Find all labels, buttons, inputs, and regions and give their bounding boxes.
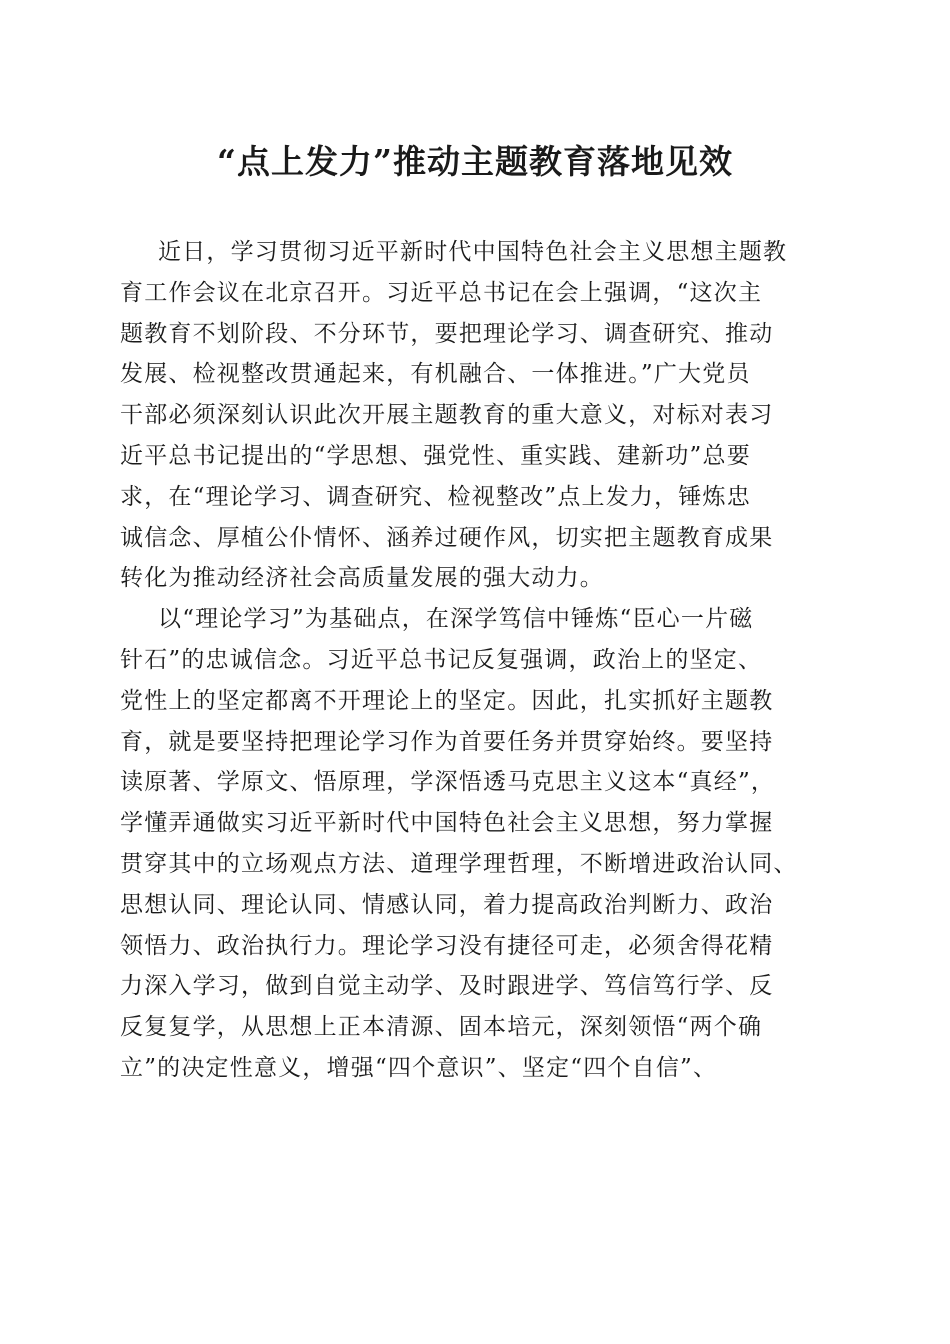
text-line: 以“理论学习”为基础点，在深学笃信中锤炼“臣心一片磁	[158, 606, 754, 633]
text-line: 领悟力、政治执行力。理论学习没有捷径可走，必须舍得花精	[120, 932, 774, 959]
text-line: 育工作会议在北京召开。习近平总书记在会上强调，“这次主	[120, 279, 763, 306]
text-line: 求，在“理论学习、调查研究、检视整改”点上发力，锤炼忠	[120, 483, 751, 510]
text-line: 干部必须深刻认识此次开展主题教育的重大意义，对标对表习	[120, 402, 774, 429]
text-line: 近平总书记提出的“学思想、强党性、重实践、建新功”总要	[120, 442, 751, 469]
text-line: 学懂弄通做实习近平新时代中国特色社会主义思想，努力掌握	[120, 810, 774, 837]
text-line: 力深入学习，做到自觉主动学、及时跟进学、笃信笃行学、反	[120, 973, 774, 1000]
text-line: 近日，学习贯彻习近平新时代中国特色社会主义思想主题教	[158, 239, 788, 265]
text-line: 思想认同、理论认同、情感认同，着力提高政治判断力、政治	[120, 891, 774, 918]
text-line: 发展、检视整改贯通起来，有机融合、一体推进。”广大党员	[120, 361, 751, 388]
text-line: 题教育不划阶段、不分环节，要把理论学习、调查研究、推动	[120, 320, 774, 347]
document-body	[120, 232, 860, 1089]
text-line: 读原著、学原文、悟原理，学深悟透马克思主义这本“真经”，	[120, 769, 776, 796]
text-line: 针石”的忠诚信念。习近平总书记反复强调，政治上的坚定、	[120, 646, 763, 673]
document-title: “点上发力”推动主题教育落地见效	[217, 142, 733, 181]
paragraph-1	[120, 232, 860, 599]
text-line: 转化为推动经济社会高质量发展的强大动力。	[120, 565, 604, 592]
text-line: 立”的决定性意义，增强“四个意识”、坚定“四个自信”、	[120, 1054, 718, 1081]
text-line: 党性上的坚定都离不开理论上的坚定。因此，扎实抓好主题教	[120, 687, 774, 714]
text-line: 贯穿其中的立场观点方法、道理学理哲理，不断增进政治认同、	[120, 850, 798, 877]
text-line: 诚信念、厚植公仆情怀、涵养过硬作风，切实把主题教育成果	[120, 524, 774, 551]
paragraph-2	[120, 599, 860, 1089]
text-line: 反复复学，从思想上正本清源、固本培元，深刻领悟“两个确	[120, 1014, 763, 1041]
text-line: 育，就是要坚持把理论学习作为首要任务并贯穿始终。要坚持	[120, 728, 774, 755]
